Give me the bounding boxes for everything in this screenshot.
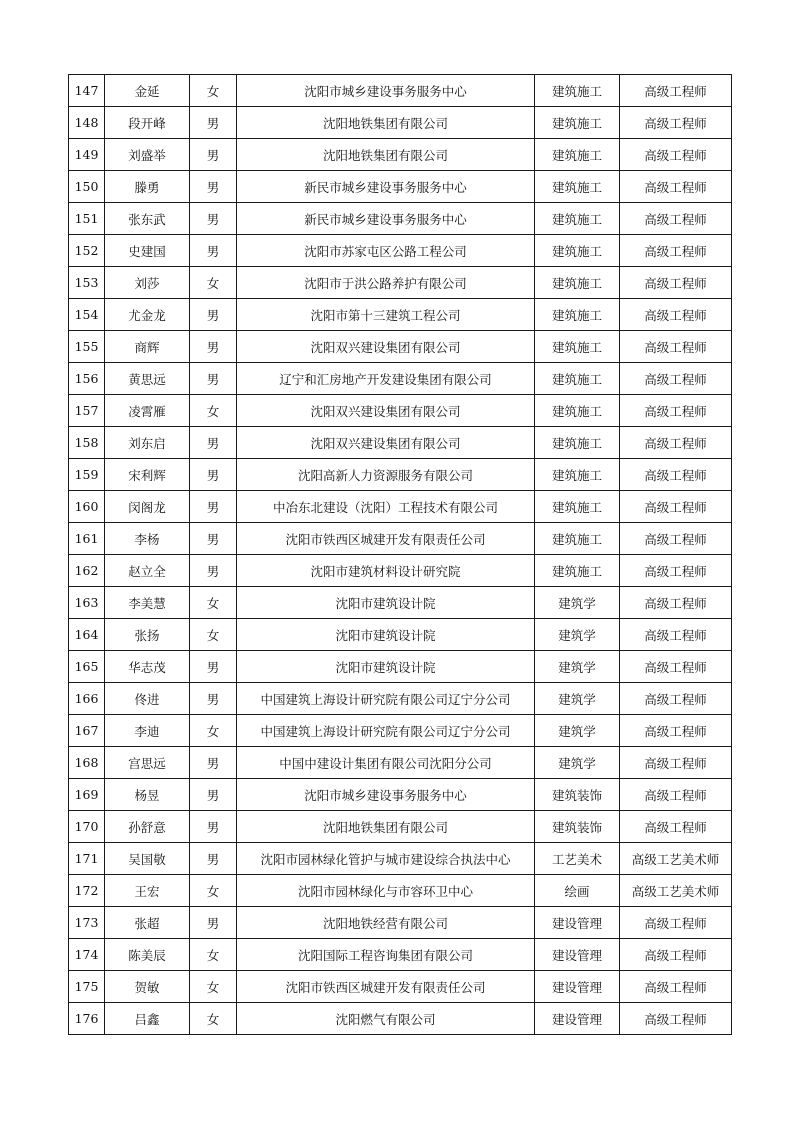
title-cell: 高级工程师 <box>620 779 732 811</box>
title-cell: 高级工程师 <box>620 139 732 171</box>
title-cell: 高级工程师 <box>620 299 732 331</box>
table-row <box>69 1003 732 1035</box>
row-number-cell: 163 <box>69 587 105 619</box>
table-row <box>69 683 732 715</box>
name-cell: 宋利辉 <box>105 459 190 491</box>
gender-cell: 男 <box>190 459 237 491</box>
name-cell: 张东武 <box>105 203 190 235</box>
organization-cell: 沈阳市建筑材料设计研究院 <box>237 555 535 587</box>
name-cell: 史建国 <box>105 235 190 267</box>
organization-cell: 沈阳市城乡建设事务服务中心 <box>237 75 535 107</box>
major-cell: 建筑施工 <box>535 235 620 267</box>
row-number-cell: 155 <box>69 331 105 363</box>
organization-cell: 沈阳高新人力资源服务有限公司 <box>237 459 535 491</box>
organization-cell: 中国中建设计集团有限公司沈阳分公司 <box>237 747 535 779</box>
row-number-cell: 169 <box>69 779 105 811</box>
table-row <box>69 235 732 267</box>
name-cell: 李迪 <box>105 715 190 747</box>
gender-cell: 男 <box>190 907 237 939</box>
table-row <box>69 139 732 171</box>
organization-cell: 沈阳市建筑设计院 <box>237 619 535 651</box>
major-cell: 建筑施工 <box>535 171 620 203</box>
gender-cell: 男 <box>190 235 237 267</box>
table-row <box>69 331 732 363</box>
gender-cell: 男 <box>190 779 237 811</box>
organization-cell: 沈阳国际工程咨询集团有限公司 <box>237 939 535 971</box>
organization-cell: 沈阳市园林绿化与市容环卫中心 <box>237 875 535 907</box>
major-cell: 建筑施工 <box>535 363 620 395</box>
organization-cell: 辽宁和汇房地产开发建设集团有限公司 <box>237 363 535 395</box>
major-cell: 建筑施工 <box>535 203 620 235</box>
personnel-table <box>68 74 732 1035</box>
name-cell: 商辉 <box>105 331 190 363</box>
title-cell: 高级工程师 <box>620 171 732 203</box>
organization-cell: 新民市城乡建设事务服务中心 <box>237 171 535 203</box>
gender-cell: 男 <box>190 651 237 683</box>
name-cell: 杨昱 <box>105 779 190 811</box>
row-number-cell: 176 <box>69 1003 105 1035</box>
gender-cell: 女 <box>190 587 237 619</box>
gender-cell: 男 <box>190 107 237 139</box>
row-number-cell: 158 <box>69 427 105 459</box>
title-cell: 高级工程师 <box>620 587 732 619</box>
title-cell: 高级工程师 <box>620 1003 732 1035</box>
name-cell: 刘莎 <box>105 267 190 299</box>
table-row <box>69 459 732 491</box>
major-cell: 建设管理 <box>535 907 620 939</box>
row-number-cell: 152 <box>69 235 105 267</box>
major-cell: 建筑学 <box>535 619 620 651</box>
row-number-cell: 153 <box>69 267 105 299</box>
table-row <box>69 75 732 107</box>
title-cell: 高级工程师 <box>620 75 732 107</box>
major-cell: 建筑施工 <box>535 299 620 331</box>
row-number-cell: 174 <box>69 939 105 971</box>
row-number-cell: 164 <box>69 619 105 651</box>
table-row <box>69 715 732 747</box>
table-row <box>69 395 732 427</box>
gender-cell: 女 <box>190 619 237 651</box>
major-cell: 建筑施工 <box>535 107 620 139</box>
major-cell: 建设管理 <box>535 939 620 971</box>
gender-cell: 男 <box>190 139 237 171</box>
table-row <box>69 651 732 683</box>
gender-cell: 女 <box>190 267 237 299</box>
row-number-cell: 151 <box>69 203 105 235</box>
gender-cell: 男 <box>190 363 237 395</box>
name-cell: 金延 <box>105 75 190 107</box>
gender-cell: 男 <box>190 299 237 331</box>
major-cell: 建筑学 <box>535 651 620 683</box>
major-cell: 工艺美术 <box>535 843 620 875</box>
table-row <box>69 875 732 907</box>
row-number-cell: 147 <box>69 75 105 107</box>
gender-cell: 男 <box>190 747 237 779</box>
gender-cell: 男 <box>190 427 237 459</box>
table-row <box>69 971 732 1003</box>
title-cell: 高级工程师 <box>620 363 732 395</box>
table-row <box>69 587 732 619</box>
row-number-cell: 168 <box>69 747 105 779</box>
gender-cell: 男 <box>190 523 237 555</box>
row-number-cell: 175 <box>69 971 105 1003</box>
title-cell: 高级工程师 <box>620 491 732 523</box>
gender-cell: 女 <box>190 875 237 907</box>
major-cell: 建筑学 <box>535 747 620 779</box>
major-cell: 建筑学 <box>535 683 620 715</box>
title-cell: 高级工程师 <box>620 747 732 779</box>
name-cell: 宫思远 <box>105 747 190 779</box>
name-cell: 滕勇 <box>105 171 190 203</box>
title-cell: 高级工程师 <box>620 235 732 267</box>
gender-cell: 男 <box>190 555 237 587</box>
organization-cell: 沈阳市苏家屯区公路工程公司 <box>237 235 535 267</box>
organization-cell: 沈阳地铁集团有限公司 <box>237 107 535 139</box>
title-cell: 高级工程师 <box>620 939 732 971</box>
gender-cell: 女 <box>190 395 237 427</box>
row-number-cell: 161 <box>69 523 105 555</box>
name-cell: 刘东启 <box>105 427 190 459</box>
name-cell: 陈美辰 <box>105 939 190 971</box>
organization-cell: 沈阳地铁集团有限公司 <box>237 139 535 171</box>
row-number-cell: 154 <box>69 299 105 331</box>
row-number-cell: 159 <box>69 459 105 491</box>
organization-cell: 中冶东北建设（沈阳）工程技术有限公司 <box>237 491 535 523</box>
major-cell: 建筑施工 <box>535 459 620 491</box>
gender-cell: 男 <box>190 683 237 715</box>
name-cell: 赵立全 <box>105 555 190 587</box>
major-cell: 建筑施工 <box>535 555 620 587</box>
title-cell: 高级工程师 <box>620 683 732 715</box>
title-cell: 高级工程师 <box>620 395 732 427</box>
organization-cell: 中国建筑上海设计研究院有限公司辽宁分公司 <box>237 683 535 715</box>
name-cell: 张扬 <box>105 619 190 651</box>
organization-cell: 沈阳市铁西区城建开发有限责任公司 <box>237 971 535 1003</box>
row-number-cell: 157 <box>69 395 105 427</box>
organization-cell: 沈阳双兴建设集团有限公司 <box>237 427 535 459</box>
title-cell: 高级工艺美术师 <box>620 875 732 907</box>
major-cell: 建筑装饰 <box>535 779 620 811</box>
name-cell: 吕鑫 <box>105 1003 190 1035</box>
gender-cell: 男 <box>190 491 237 523</box>
gender-cell: 男 <box>190 203 237 235</box>
title-cell: 高级工程师 <box>620 107 732 139</box>
table-row <box>69 363 732 395</box>
row-number-cell: 172 <box>69 875 105 907</box>
table-row <box>69 907 732 939</box>
major-cell: 建筑装饰 <box>535 811 620 843</box>
major-cell: 建筑施工 <box>535 523 620 555</box>
name-cell: 李杨 <box>105 523 190 555</box>
gender-cell: 男 <box>190 843 237 875</box>
name-cell: 佟进 <box>105 683 190 715</box>
table-row <box>69 747 732 779</box>
name-cell: 凌霄雁 <box>105 395 190 427</box>
major-cell: 绘画 <box>535 875 620 907</box>
gender-cell: 男 <box>190 171 237 203</box>
table-row <box>69 427 732 459</box>
organization-cell: 沈阳市建筑设计院 <box>237 651 535 683</box>
major-cell: 建筑施工 <box>535 491 620 523</box>
row-number-cell: 162 <box>69 555 105 587</box>
organization-cell: 沈阳市于洪公路养护有限公司 <box>237 267 535 299</box>
row-number-cell: 148 <box>69 107 105 139</box>
row-number-cell: 156 <box>69 363 105 395</box>
name-cell: 尤金龙 <box>105 299 190 331</box>
gender-cell: 女 <box>190 939 237 971</box>
row-number-cell: 170 <box>69 811 105 843</box>
organization-cell: 沈阳地铁集团有限公司 <box>237 811 535 843</box>
organization-cell: 沈阳双兴建设集团有限公司 <box>237 395 535 427</box>
title-cell: 高级工程师 <box>620 427 732 459</box>
name-cell: 闵阁龙 <box>105 491 190 523</box>
name-cell: 黄思远 <box>105 363 190 395</box>
title-cell: 高级工程师 <box>620 555 732 587</box>
name-cell: 张超 <box>105 907 190 939</box>
organization-cell: 沈阳市铁西区城建开发有限责任公司 <box>237 523 535 555</box>
title-cell: 高级工程师 <box>620 523 732 555</box>
name-cell: 刘盛举 <box>105 139 190 171</box>
table-row <box>69 171 732 203</box>
title-cell: 高级工程师 <box>620 651 732 683</box>
organization-cell: 沈阳市建筑设计院 <box>237 587 535 619</box>
table-row <box>69 523 732 555</box>
table-row <box>69 939 732 971</box>
major-cell: 建筑施工 <box>535 331 620 363</box>
row-number-cell: 165 <box>69 651 105 683</box>
gender-cell: 男 <box>190 811 237 843</box>
organization-cell: 沈阳地铁经营有限公司 <box>237 907 535 939</box>
major-cell: 建设管理 <box>535 971 620 1003</box>
gender-cell: 女 <box>190 1003 237 1035</box>
organization-cell: 沈阳燃气有限公司 <box>237 1003 535 1035</box>
gender-cell: 女 <box>190 75 237 107</box>
title-cell: 高级工艺美术师 <box>620 843 732 875</box>
title-cell: 高级工程师 <box>620 619 732 651</box>
row-number-cell: 150 <box>69 171 105 203</box>
table-row <box>69 267 732 299</box>
table-row <box>69 779 732 811</box>
gender-cell: 男 <box>190 331 237 363</box>
gender-cell: 女 <box>190 971 237 1003</box>
table-row <box>69 491 732 523</box>
major-cell: 建筑施工 <box>535 267 620 299</box>
title-cell: 高级工程师 <box>620 971 732 1003</box>
major-cell: 建筑施工 <box>535 75 620 107</box>
row-number-cell: 160 <box>69 491 105 523</box>
table-body <box>69 75 732 1035</box>
title-cell: 高级工程师 <box>620 267 732 299</box>
organization-cell: 中国建筑上海设计研究院有限公司辽宁分公司 <box>237 715 535 747</box>
gender-cell: 女 <box>190 715 237 747</box>
organization-cell: 沈阳市城乡建设事务服务中心 <box>237 779 535 811</box>
major-cell: 建设管理 <box>535 1003 620 1035</box>
title-cell: 高级工程师 <box>620 907 732 939</box>
title-cell: 高级工程师 <box>620 459 732 491</box>
name-cell: 段开峰 <box>105 107 190 139</box>
table-row <box>69 107 732 139</box>
title-cell: 高级工程师 <box>620 331 732 363</box>
row-number-cell: 171 <box>69 843 105 875</box>
row-number-cell: 166 <box>69 683 105 715</box>
name-cell: 李美慧 <box>105 587 190 619</box>
major-cell: 建筑学 <box>535 587 620 619</box>
title-cell: 高级工程师 <box>620 811 732 843</box>
row-number-cell: 167 <box>69 715 105 747</box>
name-cell: 吴国敬 <box>105 843 190 875</box>
row-number-cell: 173 <box>69 907 105 939</box>
organization-cell: 沈阳双兴建设集团有限公司 <box>237 331 535 363</box>
major-cell: 建筑学 <box>535 715 620 747</box>
table-row <box>69 811 732 843</box>
table-row <box>69 619 732 651</box>
table-row <box>69 843 732 875</box>
major-cell: 建筑施工 <box>535 427 620 459</box>
table-row <box>69 555 732 587</box>
title-cell: 高级工程师 <box>620 715 732 747</box>
name-cell: 贺敏 <box>105 971 190 1003</box>
row-number-cell: 149 <box>69 139 105 171</box>
table-row <box>69 203 732 235</box>
organization-cell: 新民市城乡建设事务服务中心 <box>237 203 535 235</box>
major-cell: 建筑施工 <box>535 139 620 171</box>
table-row <box>69 299 732 331</box>
organization-cell: 沈阳市第十三建筑工程公司 <box>237 299 535 331</box>
name-cell: 华志茂 <box>105 651 190 683</box>
organization-cell: 沈阳市园林绿化管护与城市建设综合执法中心 <box>237 843 535 875</box>
name-cell: 孙舒意 <box>105 811 190 843</box>
title-cell: 高级工程师 <box>620 203 732 235</box>
major-cell: 建筑施工 <box>535 395 620 427</box>
name-cell: 王宏 <box>105 875 190 907</box>
